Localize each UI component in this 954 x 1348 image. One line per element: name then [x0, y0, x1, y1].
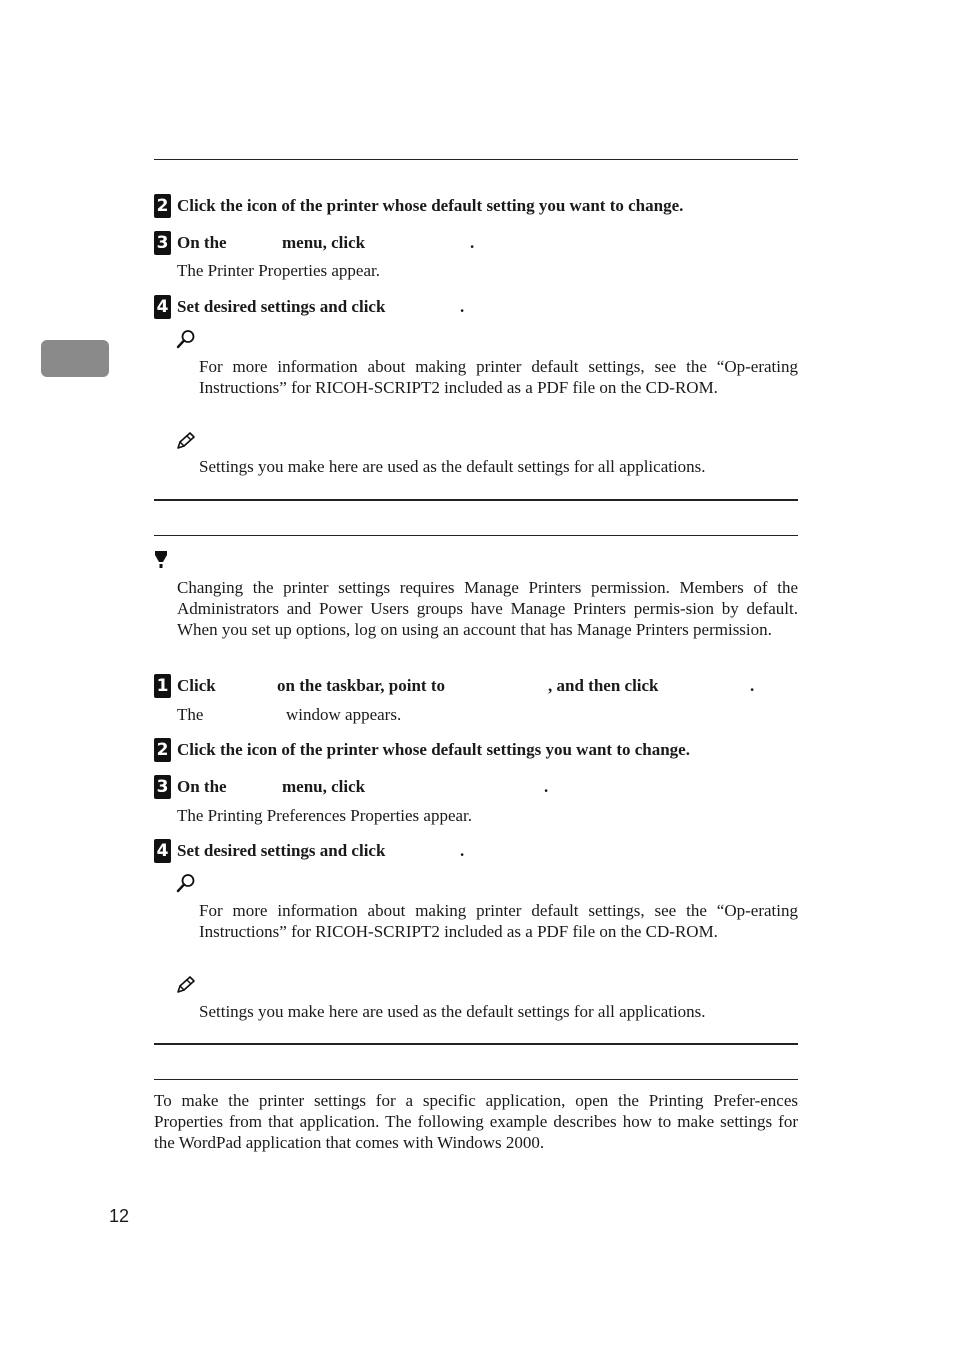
step-text-a: Set desired settings and click [177, 297, 386, 316]
step-number-1: 1 [154, 674, 171, 698]
step-text-a: On the [177, 777, 227, 796]
section-divider [154, 1043, 798, 1045]
step-text-b: . [460, 297, 465, 316]
step-number-4: 4 [154, 295, 171, 319]
chapter-tab [41, 340, 109, 377]
s2-step-1-result-a: The [177, 705, 204, 724]
step-text-c: . [544, 777, 549, 796]
step-text-a: Set desired settings and click [177, 841, 386, 860]
top-rule [154, 159, 798, 160]
step-text: Click the icon of the printer whose default setting you want to change. [177, 196, 684, 215]
step-text-b: menu, click [282, 777, 366, 796]
step-text-b: . [460, 841, 465, 860]
step-text: Click the icon of the printer whose default settings you want to change. [177, 740, 690, 759]
s2-note-text: Settings you make here are used as the default settings for all applications. [199, 1002, 706, 1021]
s2-step-3-result: The Printing Preferences Properties appear. [177, 806, 473, 825]
step-number-2: 2 [154, 738, 171, 762]
magnifier-icon [176, 329, 196, 349]
step-number-3: 3 [154, 775, 171, 799]
step-text-d: . [750, 676, 755, 695]
step-text-b: on the taskbar, point to [277, 676, 445, 695]
s1-step-3-result: The Printer Properties appear. [177, 261, 380, 280]
page-number: 12 [109, 1206, 130, 1226]
pencil-icon [176, 431, 196, 451]
section-rule [154, 1079, 798, 1080]
lightbulb-icon [151, 549, 171, 569]
s2-step-1-result-b: window appears. [286, 705, 402, 724]
step-number-3: 3 [154, 231, 171, 255]
step-text-b: menu, click [282, 233, 366, 252]
pencil-icon [176, 975, 196, 995]
step-text-a: On the [177, 233, 227, 252]
step-text-c: . [470, 233, 475, 252]
step-text-a: Click [177, 676, 216, 695]
s1-note-text: Settings you make here are used as the default settings for all applications. [199, 457, 706, 476]
s1-reference-text: For more information about making printer default settings, see the “Op-erating Instructions” for RICOH-SCRIPT2 included as a PDF file on the CD-ROM. [199, 357, 798, 397]
s2-reference-text: For more information about making printer default settings, see the “Op-erating Instructions” for RICOH-SCRIPT2 included as a PDF file on the CD-ROM. [199, 901, 798, 941]
section-rule [154, 535, 798, 536]
step-number-2: 2 [154, 194, 171, 218]
section-divider [154, 499, 798, 501]
step-number-4: 4 [154, 839, 171, 863]
magnifier-icon [176, 873, 196, 893]
step-text-c: , and then click [548, 676, 659, 695]
s3-intro-text: To make the printer settings for a specific application, open the Printing Prefer-ences Properties from that application. The following example describes how to make settings for the WordPad application that comes with Windows 2000. [154, 1091, 798, 1152]
s2-important-text: Changing the printer settings requires Manage Printers permission. Members of the Administrators and Power Users groups have Manage Printers permis-sion by default. When you set up options, log on using an account that has Manage Printers permission. [177, 578, 798, 639]
